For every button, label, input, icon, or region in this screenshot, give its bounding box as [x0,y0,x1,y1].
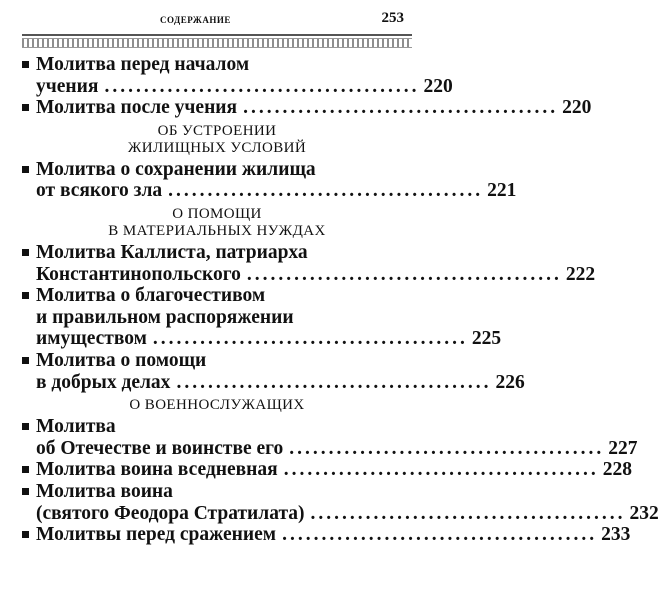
toc-entry-text: в добрых делах [36,371,171,393]
running-title: содержание [160,11,231,26]
toc-entry-final-line [36,524,631,546]
toc-entry [22,158,517,202]
toc-entry-final-line [36,97,592,119]
toc-entry [22,54,453,97]
toc-entry [22,241,596,285]
section-heading [22,123,412,157]
section-heading-line: О ВОЕННОСЛУЖАЩИХ [129,397,305,414]
bullet-icon [22,488,29,495]
toc-entry-text: Молитва воина вседневная [36,459,278,481]
toc-entry-final-line [36,328,502,350]
book-page [22,10,659,546]
toc-entry-text: от всякого зла [36,180,163,202]
page-number: 253 [381,10,404,26]
toc-entry-text: об Отечестве и воинстве его [36,437,284,459]
bullet-icon [22,292,29,299]
toc-page-number: 233 [601,524,631,546]
toc-entry-line: Молитва о сохранении жилища [36,158,316,180]
bullet-icon [22,61,29,68]
section-heading-line: ЖИЛИЩНЫХ УСЛОВИЙ [127,139,307,156]
toc-entry [22,480,659,524]
dot-leader: ........................................ [283,459,599,481]
dot-leader: ........................................ [246,263,562,285]
toc-entry-final-line [36,263,596,286]
toc-entry-final-line [36,459,632,481]
toc-entry [22,459,632,481]
toc-entry [22,524,631,546]
toc-entry-text: имуществом [36,328,147,350]
toc-entry-line: Молитва о помощи [36,349,207,371]
bullet-icon [22,423,29,430]
section-heading-line: В МАТЕРИАЛЬНЫХ НУЖДАХ [108,222,326,239]
toc-entry [22,97,592,119]
toc-page-number: 222 [565,263,596,285]
dot-leader: ........................................ [310,502,626,524]
toc-entry-final-line [36,371,525,394]
toc-page-number: 220 [562,97,592,119]
toc-entry-line: Молитва воина [36,480,173,502]
toc-page-number: 225 [471,328,502,350]
ornamental-border [22,38,412,48]
dot-leader: ........................................ [282,524,598,546]
dot-leader: ........................................ [152,328,468,350]
bullet-icon [22,166,29,173]
toc-page-number: 221 [487,180,517,202]
toc-entry-text: Константинопольского [36,263,241,285]
toc-entry-final-line [36,180,517,202]
section-heading-line: ОБ УСТРОЕНИИ [157,122,277,139]
toc-entry [22,285,502,350]
toc-entry-line: Молитва [36,416,116,438]
bullet-icon [22,249,29,256]
toc-entry-text: учения [36,75,99,97]
toc-entry-line: Молитва перед началом [36,54,250,75]
running-header [22,10,412,36]
toc-entry-text: (святого Феодора Стратилата) [36,502,305,524]
dot-leader: ........................................ [168,180,484,202]
bullet-icon [22,357,29,364]
section-heading [22,206,412,240]
toc-entry [22,416,638,459]
toc-page-number: 226 [495,371,525,393]
toc-entry-text: Молитва после учения [36,97,238,119]
toc-entry-final-line [36,502,659,525]
toc-page-number: 228 [602,459,632,481]
bullet-icon [22,104,29,111]
toc-entry-line: Молитва Каллиста, патриарха [36,241,308,263]
toc-entry-final-line [36,75,453,98]
bullet-icon [22,466,29,473]
toc-page-number: 220 [423,75,453,97]
toc-entry [22,349,525,393]
toc-entry-text: Молитвы перед сражением [36,524,277,546]
bullet-icon [22,531,29,538]
section-heading-line: О ПОМОЩИ [172,205,262,222]
section-heading [22,397,412,414]
toc-page-number: 232 [629,502,659,524]
toc-entry-line: Молитва о благочестивом [36,285,266,307]
dot-leader: ........................................ [243,97,559,119]
dot-leader: ........................................ [104,75,420,97]
toc-entry-line: и правильном распоряжении [36,306,294,328]
toc-page-number: 227 [608,437,638,459]
dot-leader: ........................................ [176,371,492,393]
toc-entry-final-line [36,437,638,460]
dot-leader: ........................................ [289,437,605,459]
